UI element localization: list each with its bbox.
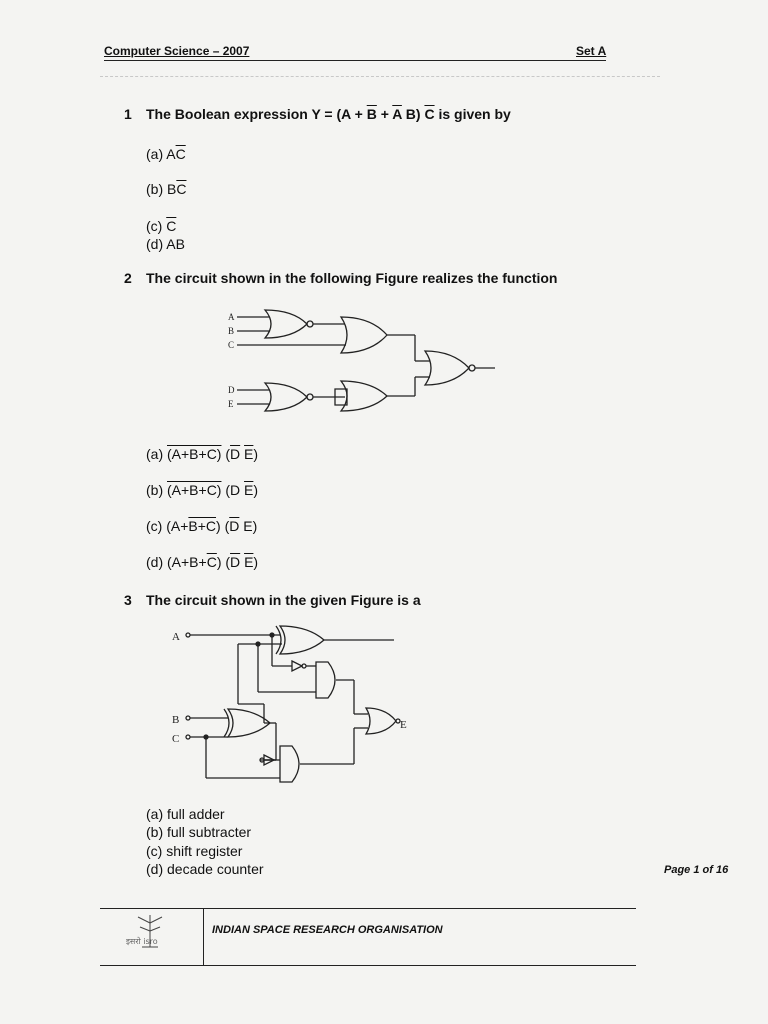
doc-subject: Computer Science – 2007: [104, 44, 250, 58]
q3-input-a: A: [172, 631, 180, 643]
q2-option-d: (d) $(A+B+\overline{C})$ ($\overline{D}$ $\overline{E}$): [146, 554, 259, 570]
q1-text: The Boolean expression $Y = (A + \overline{B} + \overline{A}$ B) $\overline{C}$ is given by: [146, 106, 511, 122]
page-number: Page 1 of 16: [664, 864, 729, 876]
isro-logo-text: इसरो isro: [126, 937, 158, 946]
q2-input-b: B: [228, 326, 235, 336]
q2-circuit-diagram: [225, 305, 505, 415]
q3-xor-gate-lower: [224, 709, 229, 737]
q3-or-gate-final: [366, 708, 396, 734]
q2-input-a: A: [228, 312, 235, 322]
q2-nor-gate-1: [265, 310, 307, 338]
q2-or-gate-2: [341, 317, 387, 353]
q1-option-c: (c) $\overline{C}$: [146, 218, 177, 234]
q2-input-e: E: [228, 399, 234, 409]
doc-set: Set A: [576, 44, 607, 58]
footer-org-name: INDIAN SPACE RESEARCH ORGANISATION: [212, 924, 443, 936]
q2-input-c: C: [228, 340, 235, 350]
q3-number: 3: [124, 592, 132, 608]
isro-logo-icon: [120, 913, 180, 961]
footer-divider: [203, 908, 204, 965]
q1-option-d: (d) AB: [146, 236, 185, 252]
q3-and-gate-top: [316, 662, 335, 698]
q2-text: The circuit shown in the following Figure realizes the function: [146, 270, 558, 286]
q2-input-d: D: [228, 385, 235, 395]
q2-or-gate-4: [341, 381, 387, 411]
q3-option-c: (c) shift register: [146, 843, 243, 859]
q3-input-c: C: [172, 733, 180, 745]
q3-text: The circuit shown in the given Figure is a: [146, 592, 421, 608]
q3-xor-gate-top: [276, 626, 281, 654]
q3-option-d: (d) decade counter: [146, 861, 264, 877]
header-rule: [104, 60, 606, 61]
q3-input-b: B: [172, 714, 180, 726]
q2-option-c: (c) (A+B+C) ($\overline{D}$ E): [146, 518, 258, 534]
q1-option-b: (b) $B\overline{C}$: [146, 181, 187, 197]
q3-output-e: E: [400, 719, 407, 731]
footer-bottom-rule: [100, 965, 636, 966]
q1-number: 1: [124, 106, 132, 122]
q3-circuit-diagram: [168, 620, 418, 790]
scan-noise-line: [100, 76, 660, 77]
q1-option-a: (a) $A\overline{C}$: [146, 146, 186, 162]
q2-option-a: (a) (A+B+C) ($\overline{D}$ $\overline{E}$): [146, 446, 259, 462]
q3-not-gate-top: [292, 661, 302, 671]
q2-nor-gate-final: [425, 351, 469, 385]
q2-nor-gate-3: [265, 383, 307, 411]
q2-number: 2: [124, 270, 132, 286]
q3-option-a: (a) full adder: [146, 806, 225, 822]
q3-option-b: (b) full subtracter: [146, 824, 252, 840]
footer-top-rule: [100, 908, 636, 909]
q3-and-gate-lower: [280, 746, 299, 782]
q2-option-b: (b) (A+B+C) (D $\overline{E}$): [146, 482, 259, 498]
